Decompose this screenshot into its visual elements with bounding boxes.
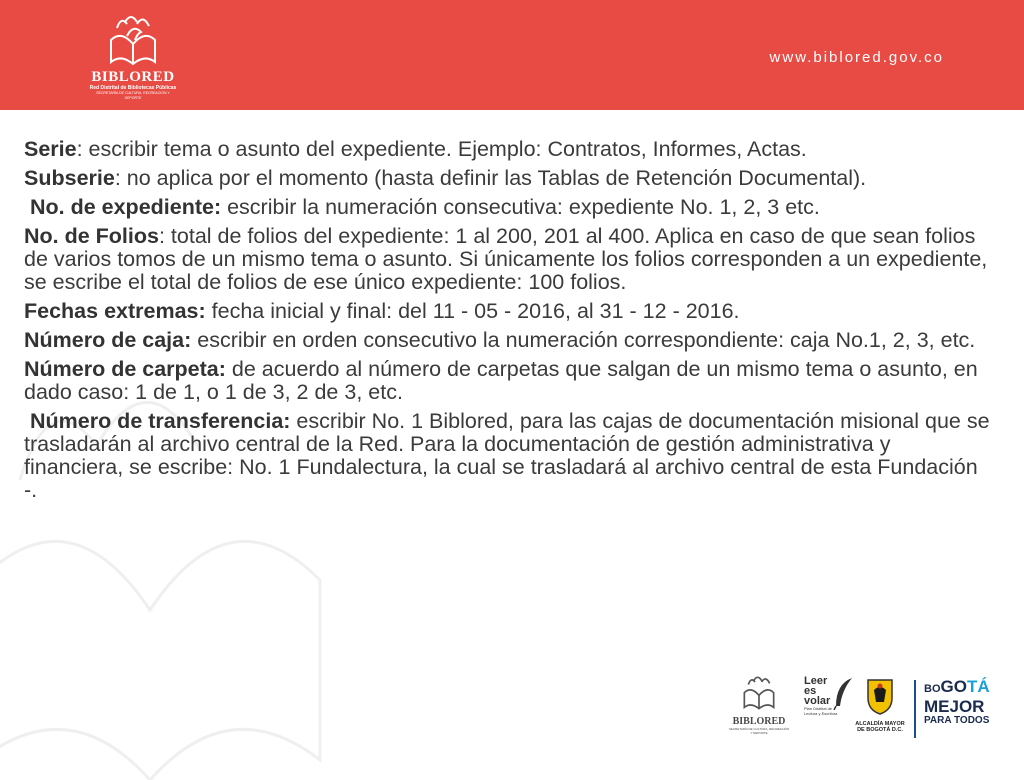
- label-fechas: Fechas extremas:: [24, 299, 206, 323]
- logo-subtitle-2: SECRETARÍA DE CULTURA, RECREACIÓN Y DEPORTE: [96, 91, 170, 100]
- leer-sub: Plan Distrital de Lectura y Escritura: [804, 706, 838, 716]
- text-serie: : escribir tema o asunto del expediente. Ejemplo: Contratos, Informes, Actas.: [76, 137, 807, 161]
- text-fechas: fecha inicial y final: del 11 - 05 - 2016, al 31 - 12 - 2016.: [205, 299, 740, 323]
- book-bird-icon: [739, 672, 779, 712]
- footer-divider: [914, 680, 916, 738]
- bogota-mejor: MEJOR: [924, 697, 985, 716]
- footer-logos: [728, 672, 1008, 746]
- bogota-para-todos: PARA TODOS: [924, 715, 990, 726]
- alcaldia-logo[interactable]: [850, 676, 910, 742]
- text-folios: : total de folios del expediente: 1 al 200, 201 al 400. Aplica en caso de que sean folios de varios tomos de un mismo tema o asunto. Si únicamente los folios corresponden a un expediente, se escribe el total de folios de ese único expediente: 100 folios.: [24, 224, 988, 294]
- coat-of-arms-icon: [865, 676, 895, 716]
- website-url[interactable]: www.biblored.gov.co: [769, 49, 944, 66]
- leer-line1: Leer: [804, 675, 828, 687]
- label-folios: No. de Folios: [24, 224, 159, 248]
- header-bar: [0, 0, 1024, 110]
- alcaldia-line1: ALCALDÍA MAYOR: [855, 721, 905, 727]
- text-caja: escribir en orden consecutivo la numeración correspondiente: caja No.1, 2, 3, etc.: [191, 328, 976, 352]
- label-carpeta: Número de carpeta:: [24, 357, 226, 381]
- document-body: [24, 138, 994, 508]
- paragraph-folios: [24, 225, 994, 294]
- paragraph-fechas: [24, 300, 994, 323]
- bogota-mejor-logo[interactable]: [924, 678, 1008, 742]
- label-expediente: No. de expediente:: [24, 195, 222, 219]
- paragraph-transferencia: [24, 410, 994, 502]
- biblored-logo[interactable]: [88, 10, 178, 104]
- footer-biblored-sub: SECRETARÍA DE CULTURA, RECREACIÓN Y DEPORTE: [728, 727, 790, 735]
- text-transferencia: escribir No. 1 Biblored, para las cajas de documentación misional que se trasladarán al archivo central de la Red. Para la documentación de gestión administrativa y financiera, se escribe: No. 1 Fundalectura, la cual se trasladará al archivo central de esta Fundación -.: [24, 409, 990, 502]
- logo-subtitle: Red Distrital de Bibliotecas Públicas: [89, 85, 177, 91]
- paragraph-caja: [24, 329, 994, 352]
- paragraph-carpeta: [24, 358, 994, 404]
- label-serie: Serie: [24, 137, 77, 161]
- leer-line3: volar: [804, 695, 831, 707]
- text-subserie: : no aplica por el momento (hasta definir las Tablas de Retención Documental).: [114, 166, 867, 190]
- bogota-go: GO: [940, 677, 967, 696]
- label-subserie: Subserie: [24, 166, 115, 190]
- alcaldia-line2: DE BOGOTÁ D.C.: [857, 727, 903, 733]
- paragraph-expediente: [24, 196, 994, 219]
- bogota-wordmark: [924, 678, 1008, 698]
- bogota-bo: BO: [924, 683, 941, 695]
- text-expediente: escribir la numeración consecutiva: expediente No. 1, 2, 3 etc.: [221, 195, 820, 219]
- logo-brand: BIBLORED: [91, 69, 175, 85]
- label-transferencia: Número de transferencia:: [24, 409, 291, 433]
- label-caja: Número de caja:: [24, 328, 192, 352]
- text-carpeta: de acuerdo al número de carpetas que salgan de un mismo tema o asunto, en dado caso: 1 de 1, o 1 de 3, 2 de 3, etc.: [24, 357, 978, 404]
- paragraph-subserie: [24, 167, 994, 190]
- footer-biblored-brand: BIBLORED: [732, 716, 786, 727]
- paragraph-serie: [24, 138, 994, 161]
- book-bird-icon: [103, 10, 163, 68]
- bogota-ta: TÁ: [966, 677, 990, 696]
- leer-line2: es: [804, 685, 817, 697]
- footer-biblored-logo[interactable]: [728, 672, 790, 746]
